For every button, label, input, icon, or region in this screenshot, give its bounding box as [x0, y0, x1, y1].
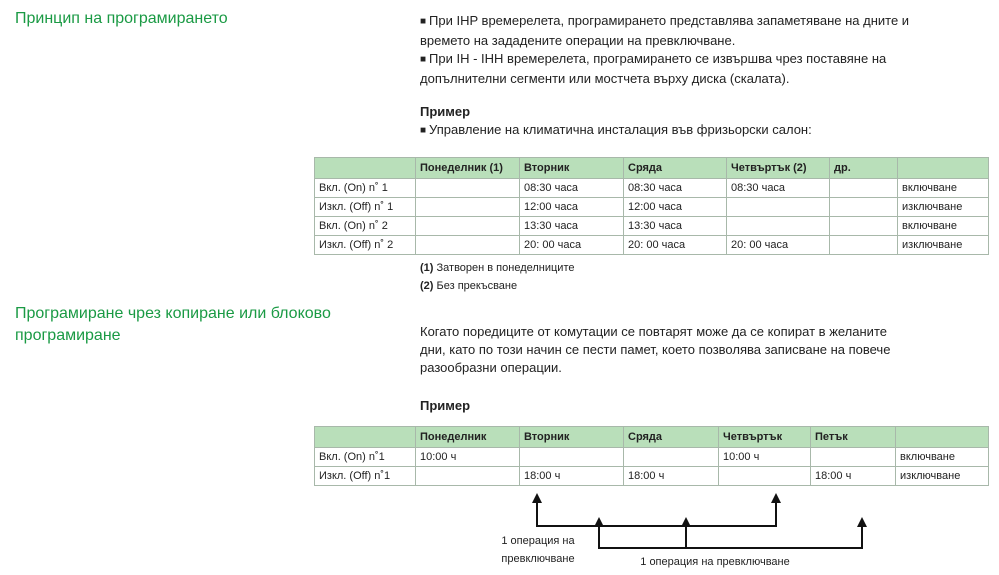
table-header-row: Понеделник Вторник Сряда Четвъртък Петък: [315, 427, 989, 448]
example-bullet: ■ Управление на климатична инсталация във фризьорски салон:: [420, 122, 812, 137]
square-bullet-icon: ■: [420, 125, 427, 136]
note-line: (2) Без прекъсване: [420, 280, 518, 292]
arrow-up-icon: [532, 493, 542, 503]
bullet-line: ■ При IH - IHH времерелета, програмирането се извършва чрез поставяне на: [420, 51, 887, 66]
annotation-right: 1 операция на превключване: [640, 556, 790, 568]
table-row: Вкл. (On) n˚ 2 13:30 часа 13:30 часа включване: [315, 217, 989, 236]
arrow-up-icon: [857, 517, 867, 527]
bracket-tue-thu: [537, 502, 776, 526]
example-label-1: Пример: [420, 104, 471, 119]
bullet-line: допълнителни сегменти или мостчета върху диска (скалата).: [420, 71, 790, 86]
table-row: Изкл. (Off) n˚1 18:00 ч 18:00 ч 18:00 ч изключване: [315, 467, 989, 486]
annotation-left: 1 операция на превключване: [501, 535, 575, 565]
arrow-up-icon: [594, 517, 604, 527]
table-header-row: Понеделник (1) Вторник Сряда Четвъртък (2) др.: [315, 158, 989, 179]
table-row: Изкл. (Off) n˚ 1 12:00 часа 12:00 часа изключване: [315, 198, 989, 217]
square-bullet-icon: ■: [420, 54, 427, 65]
square-bullet-icon: ■: [420, 16, 427, 27]
bullet-line: ■ При IHP времерелета, програмирането представлява запаметяване на дните и: [420, 13, 910, 28]
arrow-up-icon: [681, 517, 691, 527]
table-row: Вкл. (On) n˚1 10:00 ч 10:00 ч включване: [315, 448, 989, 467]
section2-heading: Програмиране чрез копиране или блоково програмиране: [15, 305, 331, 344]
table-row: Изкл. (Off) n˚ 2 20: 00 часа 20: 00 часа 20: 00 часа изключване: [315, 236, 989, 255]
example-label-2: Пример: [420, 398, 471, 413]
table-row: Вкл. (On) n˚ 1 08:30 часа 08:30 часа 08:30 часа включване: [315, 179, 989, 198]
section1-heading: Принцип на програмирането: [15, 10, 228, 27]
arrow-up-icon: [771, 493, 781, 503]
bracket-wed-fri: [599, 527, 862, 548]
section2-paragraph: Когато поредиците от комутации се повтарят може да се копират в желаните дни, като по този начин се пести памет, което позволява записване на повече разообразни операции.: [420, 324, 891, 375]
bullet-line: времето на зададените операции на превключване.: [420, 33, 736, 48]
note-line: (1) Затворен в понеделниците: [420, 262, 575, 274]
